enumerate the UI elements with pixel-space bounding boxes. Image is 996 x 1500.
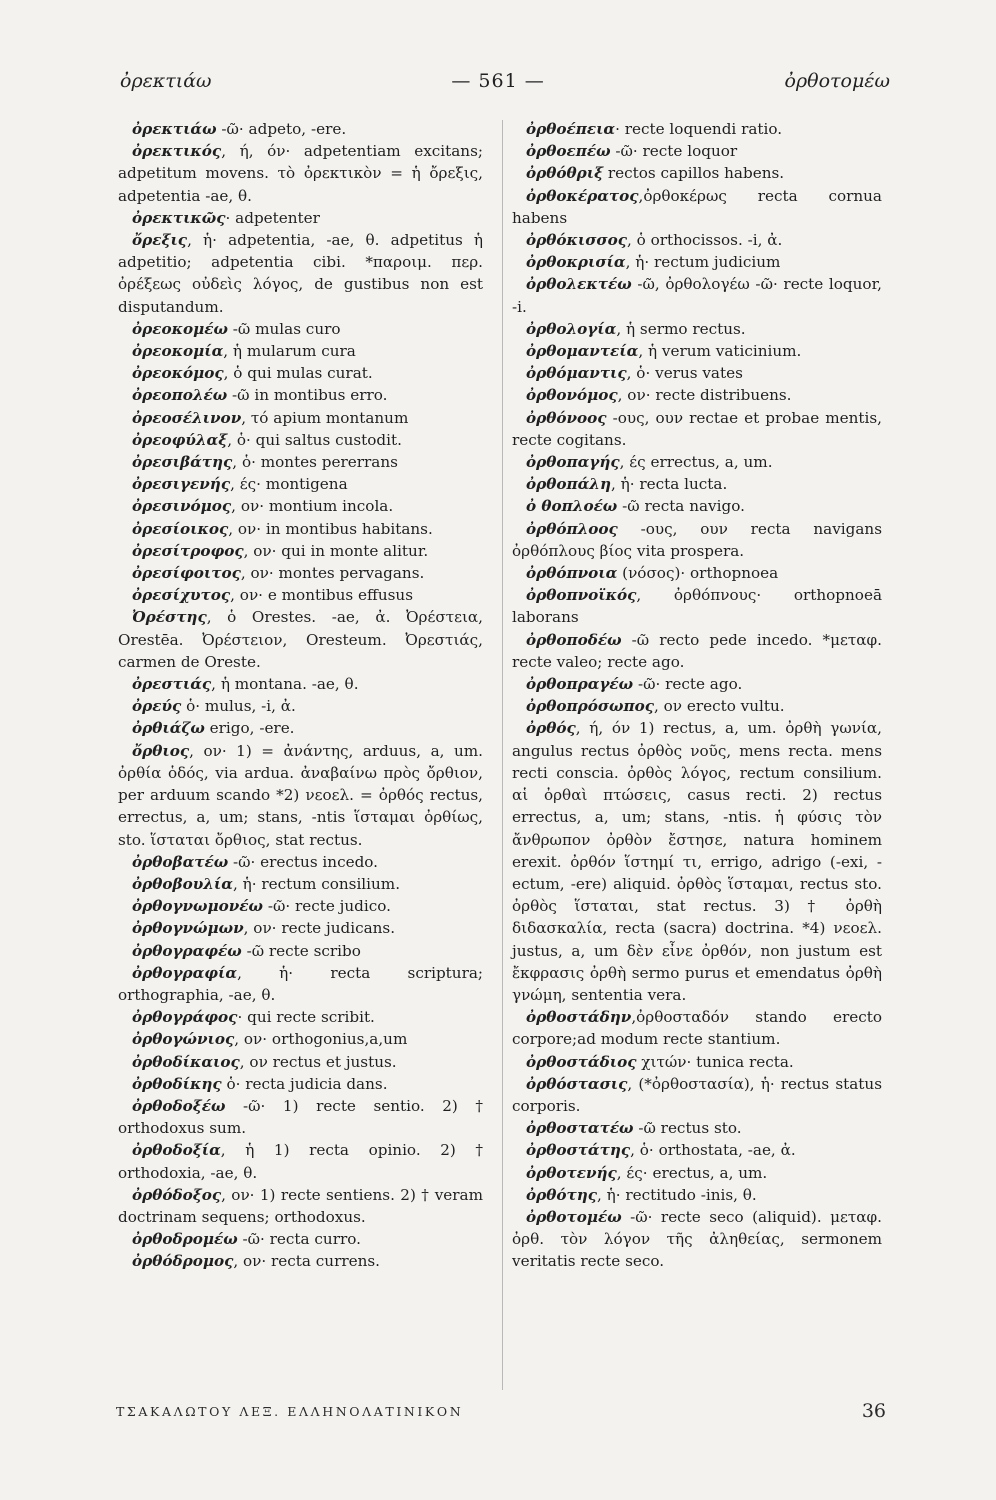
entry-definition: -ῶ recta navigo. <box>617 497 745 516</box>
entry-definition: , ον· e montibus effusus <box>230 586 413 605</box>
entry-definition: , τό apium montanum <box>241 408 409 427</box>
entry-headword: ὀρεοπολέω <box>132 386 228 405</box>
entry-definition: · adpetenter <box>225 208 320 227</box>
entry-headword: ὀρεοκομία <box>132 342 224 361</box>
entry-headword: ὀρθογράφος <box>132 1008 238 1027</box>
entry-headword: ὀρθοπραγέω <box>526 675 634 694</box>
dictionary-entry <box>118 673 483 695</box>
dictionary-entry <box>512 140 882 162</box>
entry-headword: ὀρθόστασις <box>526 1074 628 1093</box>
entry-headword: ὀρθοέπεια <box>526 120 616 138</box>
dictionary-entry <box>118 518 483 540</box>
dictionary-entry <box>118 740 483 851</box>
entry-definition: rectos capillos habens. <box>603 164 785 183</box>
entry-definition: χιτών· tunica recta. <box>636 1052 794 1071</box>
entry-definition: -ῶ recte scribo <box>241 941 361 960</box>
dictionary-entry <box>118 606 483 673</box>
entry-headword: ὀρθόπλοος <box>526 519 618 538</box>
entry-definition: -ῶ· adpeto, -ere. <box>216 120 347 138</box>
entry-headword: ὀρεκτικός <box>132 142 222 161</box>
entry-definition: -ῶ recto pede incedo. *μεταφ. recte valeo; recte ago. <box>512 630 882 671</box>
entry-headword: ὀρεσινόμος <box>132 497 232 516</box>
entry-headword: ὀρθόκισσος <box>526 231 627 250</box>
entry-definition: -ῶ· recte loquor <box>610 142 738 161</box>
dictionary-entry <box>512 118 882 140</box>
entry-definition: , ή, όν 1) rectus, a, um. ὀρθὴ γωνία, angulus rectus ὀρθὸς νοῦς, mens recta. mens recti conscia. ὀρθὸς λόγος, rectum consilium. αἱ ὀρθαὶ πτώσεις, casus recti. 2) rectus errectus, a, um; stans, -ntis. ἡ φύσις τὸν ἄνθρωπον ὀρθὸν ἔστησε, natura hominem erexit. ὀρθόν ἵστημί τι, errigo, adrigo (-exi, -ectum, -ere) aliquid. ὀρθὸς ἵσταμαι, rectus sto. ὀρθὸς ἵσταται, stat rectus. 3) † ὀρθὴ διδασκαλία, recta (sacra) doctrina. *4) νεοελ. justus, a, um δὲν εἶνε ὀρθόν, non justum est ἔκφρασις ὀρθὴ sermo purus et emendatus ὀρθὴ γνώμη, sententia vera. <box>512 719 882 1004</box>
entry-headword: ὀρθόθριξ <box>526 164 604 183</box>
entry-headword: ὀρθοστάτης <box>526 1141 631 1160</box>
entry-definition: -ῶ· 1) recte sentio. 2) † orthodoxus sum. <box>118 1096 483 1138</box>
dictionary-entry <box>512 407 882 451</box>
entry-definition: , ὁ qui mulas curat. <box>223 364 373 383</box>
dictionary-entry <box>118 851 483 873</box>
entry-headword: ὀρθοστατέω <box>526 1119 634 1138</box>
entry-definition: , ὀρθόπνους· orthopnoeā laborans <box>512 586 882 627</box>
dictionary-entry <box>118 584 483 606</box>
entry-headword: ὀρθοπάλη <box>526 475 611 494</box>
dictionary-entry <box>512 562 882 584</box>
dictionary-entry <box>118 1139 483 1183</box>
entry-definition: , ὁ orthocissos. -i, ἀ. <box>627 231 783 250</box>
entry-definition: , ἡ mularum cura <box>223 342 356 361</box>
entry-definition: , ὁ· orthostata, -ae, ἀ. <box>630 1141 796 1160</box>
entry-definition: , ἡ· recta lucta. <box>611 475 728 494</box>
entry-definition: , ὁ· verus vates <box>626 364 743 383</box>
entry-definition: , ον rectus et justus. <box>239 1052 397 1071</box>
dictionary-entry <box>512 1206 882 1273</box>
entry-definition: , (*ὀρθοστασία), ἡ· rectus status corporis. <box>512 1074 882 1115</box>
dictionary-entry <box>118 140 483 207</box>
dictionary-entry <box>118 695 483 717</box>
dictionary-entry <box>118 1028 483 1050</box>
dictionary-entry <box>512 1184 882 1206</box>
entry-definition: , ἡ· recta scriptura; orthographia, -ae, θ. <box>118 963 483 1004</box>
entry-definition: , ον· recta currens. <box>233 1252 380 1271</box>
dictionary-entry <box>512 695 882 717</box>
entry-headword: ὀρθόμαντις <box>526 364 627 383</box>
entry-definition: ,ὀρθοκέρως recta cornua habens <box>512 186 882 227</box>
entry-headword: ὀρεστιάς <box>132 675 212 694</box>
dictionary-entry <box>118 917 483 939</box>
entry-headword: ὀρθογώνιος <box>132 1030 235 1049</box>
entry-headword: ὀρθογραφία <box>132 963 238 982</box>
entry-headword: ὀρθιάζω <box>132 719 205 738</box>
entry-headword: ὀρεσιβάτης <box>132 453 233 472</box>
entry-headword: ὀρθοπνοϊκός <box>526 586 637 605</box>
entry-headword: ὀρθοδίκης <box>132 1074 222 1093</box>
entry-definition: ὁ· mulus, -i, ἀ. <box>181 697 296 716</box>
entry-definition: , ον· montes pervagans. <box>240 564 425 583</box>
column-divider <box>502 120 503 1390</box>
dictionary-entry <box>118 1184 483 1228</box>
entry-definition: , ον· recte distribuens. <box>617 386 792 405</box>
entry-headword: ὀρθόπνοια <box>526 564 618 583</box>
entry-definition: -ῶ· erectus incedo. <box>228 852 378 871</box>
right-column <box>512 118 882 1273</box>
entry-definition: , ή, όν· adpetentiam excitans; adpetitum movens. τὸ ὀρεκτικὸν = ἡ ὄρεξις, adpetentia -ae, θ. <box>118 142 483 205</box>
entry-headword: ὀρεοκομέω <box>132 319 228 338</box>
entry-definition: , ές· montigena <box>230 475 348 494</box>
dictionary-entry <box>512 584 882 628</box>
dictionary-entry <box>512 229 882 251</box>
entry-headword: ὀρθοτενής <box>526 1163 617 1182</box>
entry-headword: ὀρεσιγενής <box>132 475 231 494</box>
dictionary-entry <box>512 495 882 517</box>
running-header <box>120 66 890 96</box>
entry-headword: ὀρεσίφοιτος <box>132 564 241 583</box>
entry-definition: , ον· in montibus habitans. <box>228 519 433 538</box>
entry-headword: ὀρεοκόμος <box>132 364 224 383</box>
dictionary-entry <box>512 518 882 562</box>
entry-headword: ὀρθοκέρατος <box>526 186 639 205</box>
dictionary-entry <box>118 1006 483 1028</box>
entry-headword: ὀρθοπαγής <box>526 453 620 472</box>
dictionary-entry <box>512 717 882 1006</box>
entry-headword: ὀρθοδίκαιος <box>132 1052 240 1071</box>
entry-headword: ὀρθόδοξος <box>132 1185 222 1204</box>
dictionary-entry <box>118 717 483 739</box>
entry-headword: ὀρθολεκτέω <box>526 275 632 294</box>
entry-definition: , ές errectus, a, um. <box>619 453 773 472</box>
entry-definition: , ον· qui in monte alitur. <box>243 541 429 560</box>
entry-definition: , ές· erectus, a, um. <box>616 1163 768 1182</box>
entry-definition: ὁ· recta judicia dans. <box>221 1074 388 1093</box>
entry-definition: · qui recte scribit. <box>237 1008 375 1027</box>
entry-definition: , ἡ 1) recta opinio. 2) † orthodoxia, -ae, θ. <box>118 1141 483 1182</box>
entry-headword: ὀρθός <box>526 719 576 738</box>
entry-definition: , ον· 1) = ἀνάντης, arduus, a, um. ὀρθία ὁδός, via ardua. ἀναβαίνω πρὸς ὄρθιον, per arduum scando *2) νεοελ. = ὀρθός rectus, errectus, a, um; stans, -ntis ἵσταμαι ὀρθίως, sto. ἵσταται ὄρθιος, stat rectus. <box>118 741 483 849</box>
dictionary-entry <box>512 1051 882 1073</box>
dictionary-entry <box>118 318 483 340</box>
entry-headword: ὀρθότης <box>526 1185 597 1204</box>
entry-definition: , ἡ montana. -ae, θ. <box>211 675 359 694</box>
dictionary-entry <box>118 473 483 495</box>
entry-headword: ὀρθοτομέω <box>526 1207 622 1226</box>
dictionary-entry <box>512 473 882 495</box>
dictionary-entry <box>118 940 483 962</box>
entry-definition: , ἡ· rectum consilium. <box>232 874 401 893</box>
page-number: — 561 — <box>451 70 545 92</box>
entry-headword: ὀ θοπλοέω <box>526 497 618 516</box>
dictionary-entry <box>512 318 882 340</box>
entry-headword: ὀρθοδοξία <box>132 1141 221 1160</box>
entry-definition: , ἡ sermo rectus. <box>616 319 746 338</box>
dictionary-entry <box>118 229 483 318</box>
entry-definition: , ὁ· qui saltus custodit. <box>227 430 402 449</box>
dictionary-entry <box>512 362 882 384</box>
dictionary-entry <box>512 1117 882 1139</box>
dictionary-entry <box>512 629 882 673</box>
entry-headword: ὀρθογραφέω <box>132 941 242 960</box>
entry-headword: ὀρθοκρισία <box>526 253 626 272</box>
dictionary-entry <box>118 1095 483 1139</box>
entry-headword: Ὀρέστης <box>132 608 207 627</box>
dictionary-entry <box>118 895 483 917</box>
entry-definition: , ον· montium incola. <box>231 497 394 516</box>
dictionary-entry <box>512 273 882 317</box>
entry-headword: ὀρεοσέλινον <box>132 408 242 427</box>
dictionary-entry <box>512 251 882 273</box>
dictionary-entry <box>512 1073 882 1117</box>
entry-definition: , ἡ· adpetentia, -ae, θ. adpetitus ἡ adpetitio; adpetentia cibi. *παροιμ. περ. ὀρέξεως οὐδεὶς λόγος, de gustibus non est disputandum. <box>118 231 483 316</box>
dictionary-entry <box>512 1006 882 1050</box>
entry-headword: ὀρθονόμος <box>526 386 618 405</box>
dictionary-entry <box>512 384 882 406</box>
dictionary-entry <box>118 1250 483 1272</box>
dictionary-entry <box>512 340 882 362</box>
entry-definition: , ἡ· rectum judicium <box>625 253 781 272</box>
entry-definition: , ὁ· montes pererrans <box>232 453 398 472</box>
dictionary-entry <box>118 429 483 451</box>
entry-definition: -ῶ, ὀρθολογέω -ῶ· recte loquor, -i. <box>512 275 882 316</box>
entry-definition: , ον· 1) recte sentiens. 2) † veram doctrinam sequens; orthodoxus. <box>118 1185 483 1226</box>
entry-definition: -ῶ· recta curro. <box>237 1230 361 1249</box>
entry-headword: ὀρθογνωμονέω <box>132 897 263 916</box>
entry-definition: , ἡ· rectitudo -inis, θ. <box>597 1185 757 1204</box>
entry-definition: erigo, -ere. <box>204 719 295 738</box>
left-column <box>118 118 483 1273</box>
entry-headword: ὀρθοεπέω <box>526 142 611 161</box>
dictionary-entry <box>118 962 483 1006</box>
entry-headword: ὀρθογνώμων <box>132 919 244 938</box>
entry-definition: -ῶ rectus sto. <box>633 1119 742 1138</box>
entry-headword: ὄρθιος <box>132 741 190 760</box>
entry-headword: ὀρθοβουλία <box>132 874 233 893</box>
entry-headword: ὀρθοδρομέω <box>132 1230 238 1249</box>
entry-definition: · recte loquendi ratio. <box>615 120 783 138</box>
header-right-word: ὀρθοτομέω <box>784 70 890 92</box>
dictionary-entry <box>118 451 483 473</box>
entry-headword: ὀρθοστάδην <box>526 1008 632 1027</box>
dictionary-entry <box>118 384 483 406</box>
entry-headword: ὄρεξις <box>132 231 188 250</box>
page-footer <box>116 1400 886 1422</box>
dictionary-entry <box>118 340 483 362</box>
dictionary-entry <box>512 1162 882 1184</box>
entry-headword: ὀρεκτιάω <box>132 120 217 138</box>
entry-headword: ὀρθολογία <box>526 319 617 338</box>
dictionary-entry <box>118 207 483 229</box>
entry-headword: ὀρθόδρομος <box>132 1252 234 1271</box>
sheet-number: 36 <box>861 1400 886 1422</box>
entry-definition: , ὁ Orestes. -ae, ἀ. Ὀρέστεια, Orestēa. Ὀρέστειον, Oresteum. Ὀρεστιάς, carmen de Oreste. <box>118 608 483 671</box>
entry-definition: -ῶ· recte seco (aliquid). μεταφ. ὀρθ. τὸν λόγον τῆς ἀληθείας, sermonem veritatis recte seco. <box>512 1207 882 1271</box>
entry-definition: , ἡ verum vaticinium. <box>638 342 802 361</box>
dictionary-entry <box>512 185 882 229</box>
entry-headword: ὀρεοφύλαξ <box>132 430 228 449</box>
entry-headword: ὀρεκτικῶς <box>132 208 226 227</box>
entry-definition: , ον· orthogonius,a,um <box>234 1030 408 1049</box>
entry-definition: -ους, ουν recta navigans ὀρθόπλους βίος vita prospera. <box>512 519 882 560</box>
footer-title: ΤΣΑΚΑΛΩΤΟΥ ΛΕΞ. ΕΛΛΗΝΟΛΑΤΙΝΙΚΟΝ <box>116 1403 464 1419</box>
entry-headword: ὀρθόνοος <box>526 408 607 427</box>
entry-headword: ὀρεύς <box>132 697 182 716</box>
entry-headword: ὀρθοβατέω <box>132 852 229 871</box>
entry-headword: ὀρεσίτροφος <box>132 541 244 560</box>
entry-definition: -ῶ mulas curo <box>227 319 341 338</box>
dictionary-entry <box>118 1073 483 1095</box>
entry-definition: (νόσος)· orthopnoea <box>617 564 779 583</box>
entry-headword: ὀρθομαντεία <box>526 342 639 361</box>
dictionary-entry <box>118 562 483 584</box>
entry-headword: ὀρθοπρόσωπος <box>526 697 654 716</box>
entry-definition: ,ὀρθοσταδόν stando erecto corpore;ad modum recte stantium. <box>512 1008 882 1049</box>
entry-definition: , ον erecto vultu. <box>654 697 785 716</box>
dictionary-entry <box>512 162 882 184</box>
entry-definition: , ον· recte judicans. <box>243 919 396 938</box>
entry-definition: -ῶ in montibus erro. <box>227 386 388 405</box>
entry-headword: ὀρεσίοικος <box>132 519 229 538</box>
dictionary-entry <box>118 407 483 429</box>
dictionary-entry <box>118 1051 483 1073</box>
dictionary-entry <box>118 118 483 140</box>
entry-headword: ὀρθοποδέω <box>526 630 622 649</box>
entry-definition: -ῶ· recte ago. <box>633 675 743 694</box>
entry-headword: ὀρθοδοξέω <box>132 1096 226 1115</box>
entry-definition: -ῶ· recte judico. <box>263 897 391 916</box>
dictionary-entry <box>118 362 483 384</box>
entry-headword: ὀρθοστάδιος <box>526 1052 637 1071</box>
dictionary-entry <box>512 1139 882 1161</box>
dictionary-entry <box>512 673 882 695</box>
dictionary-entry <box>118 540 483 562</box>
dictionary-entry <box>118 1228 483 1250</box>
entry-definition: -ους, ουν rectae et probae mentis, recte cogitans. <box>512 408 882 449</box>
dictionary-entry <box>118 873 483 895</box>
entry-headword: ὀρεσίχυτος <box>132 586 231 605</box>
header-left-word: ὀρεκτιάω <box>120 70 212 92</box>
dictionary-entry <box>512 451 882 473</box>
dictionary-entry <box>118 495 483 517</box>
